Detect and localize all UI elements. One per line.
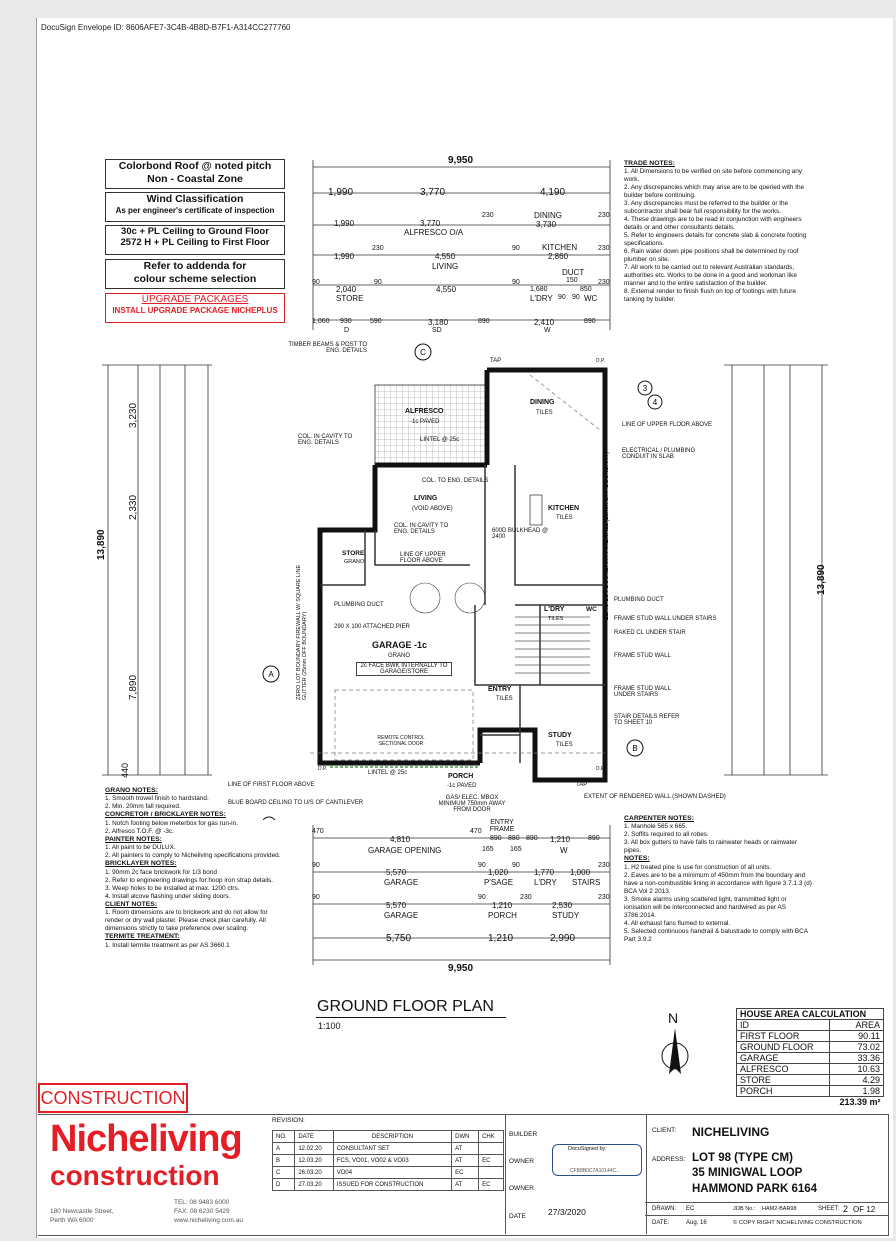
- upgrade-line: INSTALL UPGRADE PACKAGE NICHEPLUS: [112, 306, 278, 315]
- dim-label: ENTRY FRAME: [489, 819, 515, 833]
- room-entry: ENTRY: [488, 686, 512, 693]
- section-markers: [255, 340, 675, 820]
- callout: REMOTE CONTROL SECTIONAL DOOR: [377, 735, 425, 747]
- notes-heading: GRANO NOTES:: [105, 787, 158, 794]
- area-id: STORE: [737, 1075, 830, 1086]
- note-item: 2. Eaves are to be a minimum of 450mm from the boundary and have a non-combustible lining in accordance with figure 3.7.1.3 (d) BCA Vol 2 2013.: [624, 871, 812, 895]
- room-porch-finish: -1c PAVED: [447, 783, 477, 789]
- dim: 150: [566, 277, 578, 284]
- dim: 230: [598, 894, 610, 901]
- job-value: HAM2-BAR98: [762, 1206, 797, 1212]
- note-item: 6. Rain water down pipe positions shall be determined by roof plumber on site.: [624, 248, 799, 264]
- sheet-label: SHEET:: [818, 1206, 840, 1212]
- note-item: 1. 90mm 2c face brickwork for 1/3 bond: [105, 868, 217, 876]
- dim: 90: [374, 279, 382, 286]
- plan-title: GROUND FLOOR PLAN: [317, 998, 494, 1015]
- dim-label: 90: [558, 294, 566, 301]
- dim: 90: [512, 862, 520, 869]
- note-item: 3. Smoke alarms using scattered light, transmitted light or ionisation will be interconnected and hardwired as per AS 3786:2014.: [624, 895, 787, 919]
- note-item: 1. Smooth trowel finish to hardstand.: [105, 795, 209, 803]
- callout: STAIR DETAILS REFER TO SHEET 10: [614, 714, 680, 726]
- copyright: © COPY RIGHT NICHELIVING CONSTRUCTION: [733, 1220, 862, 1226]
- notes-heading: NOTES:: [624, 855, 650, 863]
- rev-cell: VO04: [333, 1167, 451, 1179]
- table-row: [273, 1167, 504, 1179]
- rev-cell: AT: [452, 1155, 479, 1167]
- note-item: 1. Room dimensions are to brickwork and do not allow for render or dry wall plaster. Please check plan carefully. All dimensions strictly to take preference over scaling.: [105, 909, 268, 933]
- dim: 230: [598, 245, 610, 252]
- callout: LINE OF FIRST FLOOR ABOVE: [228, 782, 315, 788]
- dim: 230: [598, 212, 610, 219]
- rev-cell: C: [273, 1167, 295, 1179]
- note-item: 4. All exhaust fans flumed to external.: [624, 919, 731, 927]
- area-id: ALFRESCO: [737, 1064, 830, 1075]
- rev-cell: B: [273, 1155, 295, 1167]
- table-row: [737, 1031, 884, 1042]
- address-line: HAMMOND PARK 6164: [692, 1183, 818, 1195]
- dim-label: L'DRY: [534, 878, 557, 887]
- date-label: DATE: [509, 1213, 526, 1220]
- note-item: 5. Refer to engineers details for concrete slab & concrete footing specifications.: [624, 232, 807, 248]
- dim: 4,190: [540, 187, 566, 198]
- dim: 90: [312, 894, 320, 901]
- brand-address: Perth WA 6000: [50, 1217, 94, 1224]
- dim: 90: [478, 894, 486, 901]
- dim-label: STUDY: [552, 911, 580, 920]
- dim: 2,990: [550, 933, 576, 944]
- area-value: 1.98: [829, 1086, 883, 1097]
- room-living: LIVING: [414, 495, 438, 502]
- dim: 230: [598, 279, 610, 286]
- dim: 4,550: [436, 285, 457, 294]
- dim: 1,680: [530, 286, 548, 293]
- envelope-id: DocuSign Envelope ID: 8606AFE7-3C4B-4B8D-B7F1-A314CC277760: [41, 23, 291, 32]
- garage-note: 2c FACE BWK INTERNALLY TO GARAGE/STORE: [356, 662, 452, 676]
- revision-label: REVISION:: [272, 1117, 305, 1124]
- note-item: 1. Notch footing below meterbox for gas run-in.: [105, 819, 238, 827]
- area-id: FIRST FLOOR: [737, 1031, 830, 1042]
- dim-label: DUCT: [562, 268, 585, 277]
- room-study: STUDY: [548, 732, 572, 739]
- callout: TIMBER BEAMS & POST TO ENG. DETAILS: [288, 342, 367, 354]
- bottom-overall-dim: 9,950: [448, 963, 474, 974]
- dim: 890: [588, 835, 600, 842]
- dim: 890: [490, 835, 502, 842]
- dim: 1,060: [312, 318, 330, 325]
- area-value: 90.11: [829, 1031, 883, 1042]
- callout: LINE OF UPPER FLOOR ABOVE: [400, 552, 446, 564]
- notes-heading: CONCRETOR / BRICKLAYER NOTES:: [105, 811, 226, 819]
- note-item: 1. H2 treated pine is use for construction of all units.: [624, 863, 772, 871]
- dim: 5,750: [386, 933, 412, 944]
- dim: 4,810: [390, 835, 411, 844]
- client-name: NICHELIVING: [692, 1125, 770, 1139]
- dim: DINING: [534, 211, 562, 220]
- table-row: [273, 1143, 504, 1155]
- svg-text:A: A: [268, 670, 274, 679]
- docusigned-label: DocuSigned by:: [568, 1146, 607, 1152]
- callout: FRAME STUD WALL: [614, 653, 671, 659]
- dim: 470: [312, 828, 324, 835]
- dim: 1,990: [334, 219, 355, 228]
- left-dimension-lines: [100, 360, 215, 785]
- note-item: 5. Selected continuous handrail & balustrade to comply with BCA Part 3.9.2: [624, 927, 808, 943]
- revision-table: [272, 1130, 504, 1191]
- area-value: 33.36: [829, 1053, 883, 1064]
- area-id: GARAGE: [737, 1053, 830, 1064]
- table-row: [737, 1053, 884, 1064]
- area-value: 4.29: [829, 1075, 883, 1086]
- dim: 3,230: [128, 402, 139, 428]
- notes-heading: PAINTER NOTES:: [105, 835, 162, 843]
- callout: RAKED CL UNDER STAIR: [614, 630, 686, 636]
- note-item: 2. All painters to comply to Nicheliving specifications provided.: [105, 852, 281, 860]
- dim: 1,990: [334, 252, 355, 261]
- room-alfresco: ALFRESCO: [405, 408, 444, 415]
- drawn-value: EC: [686, 1206, 695, 1212]
- callout: GAS/ ELEC. MBOX MINIMUM 750mm AWAY FROM DOOR: [438, 795, 506, 813]
- dim: 1,770: [534, 868, 555, 877]
- dim-label: STORE: [336, 294, 364, 303]
- dim: 2,860: [548, 252, 569, 261]
- signoff-date: 27/3/2020: [548, 1207, 586, 1217]
- callout: D.P.: [318, 766, 328, 772]
- note-item: 2. Alfresco T.O.F. @ -3c.: [105, 827, 174, 835]
- notes-heading: CARPENTER NOTES:: [624, 815, 694, 822]
- divider: [645, 1215, 888, 1216]
- callout: 290 X 100 ATTACHED PIER: [334, 624, 410, 630]
- dim: 1,990: [328, 187, 354, 198]
- right-notes: [624, 815, 814, 944]
- north-arrow-icon: [660, 1026, 690, 1080]
- room-store: STORE: [342, 550, 365, 557]
- room-kitchen-finish: TILES: [556, 515, 573, 521]
- dim: 1,210: [550, 835, 571, 844]
- dim-label: WC: [584, 294, 598, 303]
- dim: 3,730: [536, 220, 557, 229]
- svg-text:B: B: [632, 744, 638, 753]
- spec-line: Wind Classification: [146, 193, 244, 205]
- dim: 1,210: [488, 933, 514, 944]
- callout: ZERO LOT BOUNDARY FIREWALL (25mm OFF BOUNDARY): [604, 451, 610, 620]
- room-store-finish: GRANO: [344, 559, 365, 565]
- dim: 2,410: [534, 318, 555, 327]
- room-entry-finish: TILES: [496, 696, 513, 702]
- brand-logo-sub: construction: [50, 1160, 220, 1191]
- callout: COL. IN CAVITY TO ENG. DETAILS: [298, 434, 353, 446]
- dim-label: L'DRY: [530, 294, 553, 303]
- divider: [645, 1202, 888, 1203]
- owner-label: OWNER: [509, 1185, 534, 1192]
- top-overall-dim: 9,950: [448, 155, 474, 166]
- rev-cell: AT: [452, 1179, 479, 1191]
- brand-logo: Nicheliving: [50, 1118, 242, 1160]
- spec-box-wind: [105, 192, 285, 222]
- note-item: 1. All Dimensions to be verified on site before commencing any work.: [624, 168, 802, 184]
- dim-label: 165: [510, 846, 522, 853]
- date-label: DATE:: [652, 1220, 670, 1226]
- note-item: 3. All box gutters to have falls to rainwater heads or rainwater pipes.: [624, 839, 797, 855]
- dim: 440: [120, 762, 130, 778]
- dim: 1,020: [488, 868, 509, 877]
- table-row: [737, 1086, 884, 1097]
- callout: EXTENT OF RENDERED WALL (SHOWN DASHED): [584, 794, 726, 800]
- note-item: 2. Soffits required to all robes.: [624, 831, 709, 839]
- room-wc: WC: [586, 606, 597, 613]
- dim-label: 165: [482, 846, 494, 853]
- dim: 890: [478, 318, 490, 325]
- room-garage-finish: GRANO: [388, 653, 411, 659]
- dim: 230: [372, 245, 384, 252]
- spec-line: colour scheme selection: [133, 272, 257, 285]
- rev-header: DESCRIPTION: [333, 1131, 451, 1143]
- dim-label: ALFRESCO O/A: [404, 228, 464, 237]
- dim: 3,770: [420, 187, 446, 198]
- callout: ELECTRICAL / PLUMBING CONDUIT IN SLAB: [622, 448, 696, 460]
- callout: ZERO LOT BOUNDARY FIREWALL W/ SQUARE LINE GUTTER (25mm OFF BOUNDARY): [296, 564, 308, 700]
- dim: 930: [340, 318, 352, 325]
- table-row: [273, 1155, 504, 1167]
- dim-label: GARAGE: [384, 878, 419, 887]
- callout: PLUMBING DUCT: [334, 602, 384, 608]
- room-garage: GARAGE -1c: [372, 640, 428, 650]
- note-item: 1. All paint to be DULUX.: [105, 844, 176, 852]
- table-row: [737, 1075, 884, 1086]
- dim: 4,550: [435, 252, 456, 261]
- dim-label: SD: [432, 327, 442, 334]
- dim: 230: [598, 862, 610, 869]
- rev-cell: A: [273, 1143, 295, 1155]
- dim: 2,530: [552, 901, 573, 910]
- rev-cell: CONSULTANT SET: [333, 1143, 451, 1155]
- room-dining: DINING: [530, 399, 555, 406]
- notes-heading: BRICKLAYER NOTES:: [105, 860, 177, 868]
- dim-label: P'SAGE: [484, 878, 514, 887]
- dim-label: STAIRS: [572, 878, 601, 887]
- rev-header: DATE: [295, 1131, 333, 1143]
- callout: COL. IN CAVITY TO ENG. DETAILS: [394, 523, 449, 535]
- callout: PLUMBING DUCT: [614, 597, 664, 603]
- dim: 90: [312, 862, 320, 869]
- rev-cell: 26.03.20: [295, 1167, 333, 1179]
- dim-label: LIVING: [432, 262, 459, 271]
- svg-text:C: C: [420, 348, 426, 357]
- callout: LINTEL @ 25c: [420, 437, 460, 443]
- right-total-dim: 13,890: [816, 564, 827, 595]
- rev-cell: EC: [479, 1179, 504, 1191]
- dim: KITCHEN: [542, 243, 578, 252]
- callout: FRAME STUD WALL UNDER STAIRS: [614, 616, 717, 622]
- upgrade-line: UPGRADE PACKAGES: [141, 294, 249, 305]
- room-study-finish: TILES: [556, 742, 573, 748]
- area-header: ID: [737, 1020, 830, 1031]
- callout: BLUE BOARD CEILING TO U/S OF CANTILEVER: [228, 800, 364, 806]
- spec-line: 30c + PL Ceiling to Ground Floor: [121, 226, 269, 237]
- spec-line: Colorbond Roof @ noted pitch: [118, 160, 272, 172]
- dim: 890: [584, 318, 596, 325]
- svg-text:4: 4: [652, 398, 658, 407]
- dim-label: D: [344, 327, 350, 334]
- dim: 2,040: [336, 285, 357, 294]
- client-label: CLIENT:: [652, 1127, 677, 1134]
- note-item: 4. Install alcove flashing under sliding doors.: [105, 892, 231, 900]
- callout: D.P.: [596, 766, 606, 772]
- rev-cell: AT: [452, 1143, 479, 1155]
- room-porch: PORCH: [448, 773, 474, 780]
- rev-cell: 12.02.20: [295, 1143, 333, 1155]
- trade-notes: [624, 160, 814, 304]
- area-id: PORCH: [737, 1086, 830, 1097]
- room-living-finish: (VOID ABOVE): [412, 506, 453, 512]
- job-label: JOB No.:: [733, 1206, 756, 1212]
- dim: 1,210: [492, 901, 513, 910]
- dim-label: GARAGE OPENING: [368, 846, 442, 855]
- rev-header: NO.: [273, 1131, 295, 1143]
- dim: 90: [478, 862, 486, 869]
- brand-address: 180 Newcastle Street,: [50, 1208, 114, 1215]
- spec-line: 2572 H + PL Ceiling to First Floor: [120, 237, 270, 249]
- dim-label: GARAGE: [384, 911, 419, 920]
- sheet-total: OF 12: [853, 1205, 876, 1214]
- rev-cell: EC: [452, 1167, 479, 1179]
- area-total: 213.39 m²: [839, 1097, 881, 1107]
- notes-heading: TRADE NOTES:: [624, 160, 675, 167]
- room-kitchen: KITCHEN: [548, 505, 580, 512]
- signature-code: CFB8B0C7A10144C...: [570, 1168, 621, 1174]
- table-row: [737, 1064, 884, 1075]
- dim: 5,570: [386, 868, 407, 877]
- dim: 850: [580, 286, 592, 293]
- rev-cell: FCS, VO01, VO02 & VO03: [333, 1155, 451, 1167]
- house-area-table: [736, 1008, 884, 1107]
- dim-label: W: [560, 846, 568, 855]
- brand-fax: FAX: 08 6230 5429: [174, 1208, 230, 1215]
- construction-tag: CONSTRUCTION: [38, 1083, 188, 1113]
- address-label: ADDRESS:: [652, 1156, 686, 1163]
- north-label: N: [668, 1010, 679, 1026]
- dim: 230: [520, 894, 532, 901]
- sheet-number: 2: [843, 1204, 849, 1214]
- callout: TAP: [490, 358, 502, 364]
- dim-label: W: [544, 327, 551, 334]
- dim: 470: [470, 828, 482, 835]
- callout: 600D BULKHEAD @ 2400: [492, 528, 549, 540]
- dim: 230: [482, 212, 494, 219]
- rev-cell: D: [273, 1179, 295, 1191]
- area-title: HOUSE AREA CALCULATION: [737, 1009, 884, 1020]
- dim: 880: [508, 835, 520, 842]
- dim: 3,770: [420, 219, 441, 228]
- rev-cell: [479, 1143, 504, 1155]
- address-line: 35 MINIGWAL LOOP: [692, 1167, 803, 1179]
- room-dining-finish: TILES: [536, 410, 553, 416]
- rev-header: DWN: [452, 1131, 479, 1143]
- note-item: 2. Min. 20mm fall required.: [105, 803, 181, 811]
- note-item: 3. Weep holes to be installed at max. 1200 ctrs.: [105, 884, 240, 892]
- area-value: 73.02: [829, 1042, 883, 1053]
- dim-label: 90: [572, 294, 580, 301]
- note-item: 1. Manhole 565 x 665.: [624, 823, 688, 831]
- spec-line: Non - Coastal Zone: [147, 172, 243, 185]
- note-item: 2. Any discrepancies which may arise are to be queried with the builder before continuing.: [624, 184, 805, 200]
- area-value: 10.63: [829, 1064, 883, 1075]
- table-row: [273, 1179, 504, 1191]
- dim: 3,180: [428, 318, 449, 327]
- dim: 5,570: [386, 901, 407, 910]
- callout: LINE OF UPPER FLOOR ABOVE: [622, 422, 713, 428]
- dim: 2,330: [128, 494, 139, 520]
- note-item: 1. Install termite treatment as per AS 3660.1: [105, 941, 230, 949]
- notes-heading: CLIENT NOTES:: [105, 900, 158, 908]
- spec-box-roof: [105, 159, 285, 189]
- spec-line: Refer to addenda for: [143, 260, 247, 272]
- svg-text:3: 3: [642, 384, 648, 393]
- rev-header: CHK: [479, 1131, 504, 1143]
- dim: 90: [512, 279, 520, 286]
- spec-box-ceiling: [105, 225, 285, 255]
- rev-cell: ISSUED FOR CONSTRUCTION: [333, 1179, 451, 1191]
- upgrade-packages-box: [105, 293, 285, 323]
- drawn-label: DRAWN:: [652, 1206, 677, 1212]
- brand-web: www.nicheliving.com.au: [174, 1217, 244, 1224]
- dim: 7,890: [128, 674, 139, 700]
- note-item: 3. Any discrepancies must be referred to the builder or the subcontractor shall bear full responsibility for the works.: [624, 200, 789, 216]
- table-row: [737, 1042, 884, 1053]
- dim: 90: [512, 245, 520, 252]
- dim: 590: [370, 318, 382, 325]
- callout: FRAME STUD WALL UNDER STAIRS: [614, 686, 671, 698]
- room-laundry-finish: TILES: [548, 616, 564, 622]
- area-header: AREA: [829, 1020, 883, 1031]
- dim: 90: [312, 279, 320, 286]
- spec-line: As per engineer's certificate of inspection: [115, 205, 275, 215]
- builder-label: BUILDER: [509, 1131, 538, 1138]
- room-alfresco-finish: -1c PAVED: [410, 419, 440, 425]
- callout: TAP: [576, 782, 588, 788]
- note-item: 4. These drawings are to be read in conjunction with engineers details or and other consultants details.: [624, 216, 802, 232]
- room-laundry: L'DRY: [544, 606, 565, 613]
- plan-scale: 1:100: [318, 1021, 341, 1031]
- notes-heading: TERMITE TREATMENT:: [105, 933, 180, 941]
- rev-cell: 12.03.20: [295, 1155, 333, 1167]
- rev-cell: 27.03.20: [295, 1179, 333, 1191]
- rev-cell: EC: [479, 1155, 504, 1167]
- date-value: Aug. 16: [686, 1220, 707, 1226]
- callout: D.P.: [596, 358, 606, 364]
- note-item: 8. External render to finish flush on top of footings with future tanking by builder.: [624, 288, 796, 304]
- address-line: LOT 98 (TYPE CM): [692, 1152, 793, 1164]
- note-item: 7. All work to be carried out to relevant Australian standards, authorities etc. Works to be done in a good and workman like manner and to the entire satisfaction of the builder.: [624, 264, 797, 288]
- area-id: GROUND FLOOR: [737, 1042, 830, 1053]
- callout: COL. TO ENG. DETAILS: [422, 478, 489, 484]
- note-item: 2. Refer to engineering drawings for hoop iron strap details.: [105, 876, 274, 884]
- left-total-dim: 13,890: [96, 529, 107, 560]
- spec-box-colour: [105, 259, 285, 289]
- dim: 890: [526, 835, 538, 842]
- dim-label: PORCH: [488, 911, 517, 920]
- owner-label: OWNER: [509, 1158, 534, 1165]
- brand-tel: TEL: 08 9483 6000: [174, 1199, 230, 1206]
- rev-cell: [479, 1167, 504, 1179]
- callout: LINTEL @ 25c: [368, 770, 408, 776]
- dim: 1,000: [570, 868, 591, 877]
